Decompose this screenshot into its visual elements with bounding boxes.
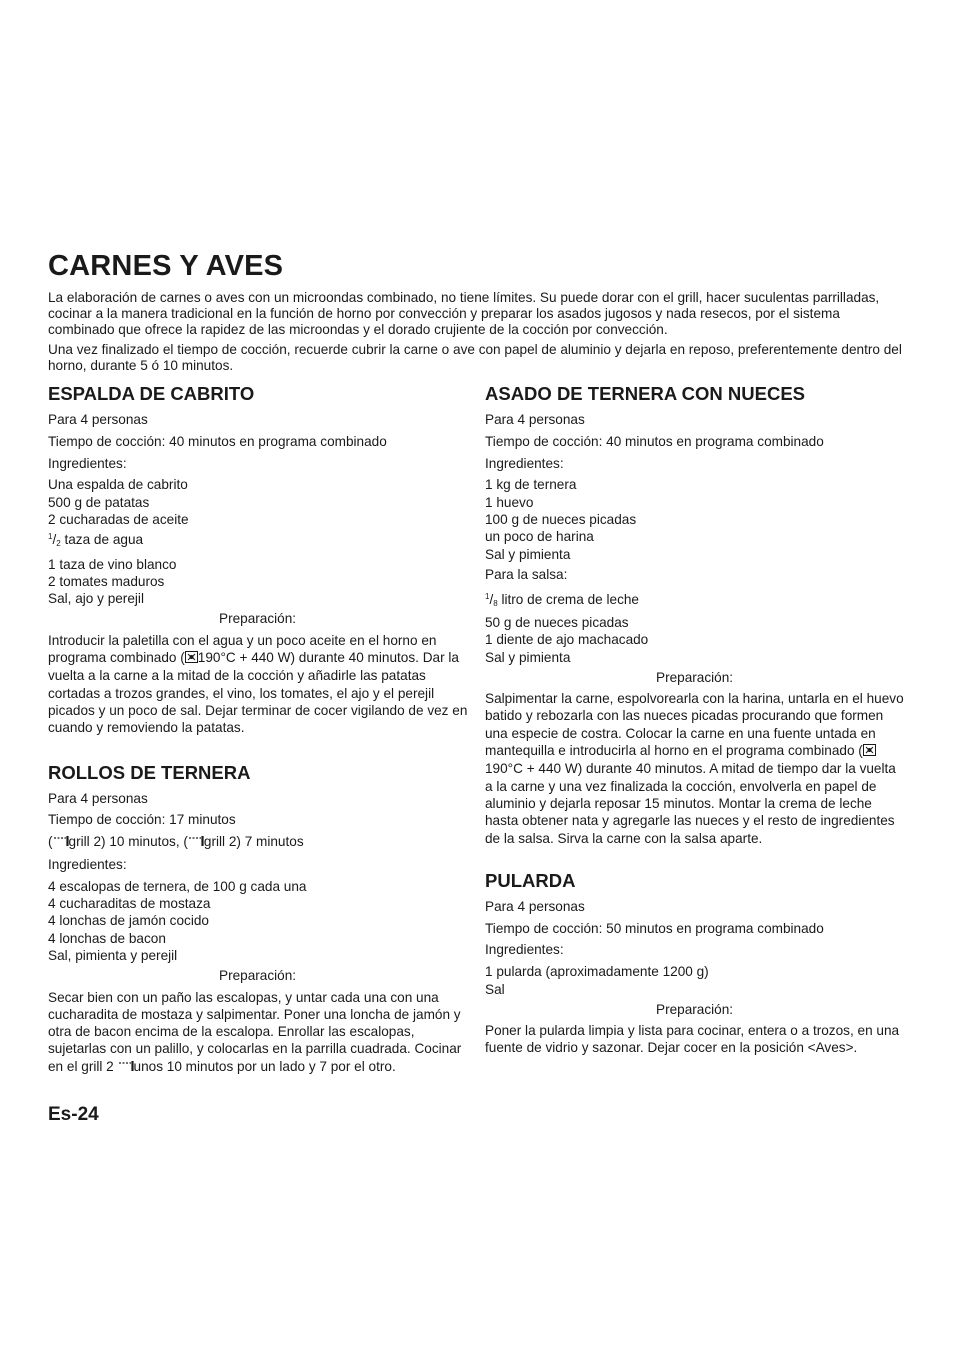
fraction-denominator: 2: [56, 539, 61, 549]
ingredient: 4 cucharaditas de mostaza: [48, 896, 211, 912]
ingredients-label: Ingredientes:: [485, 455, 564, 471]
ingredient: 1 pularda (aproximadamente 1200 g): [485, 964, 709, 980]
cooking-time: Tiempo de cocción: 40 minutos en programa combinado: [48, 433, 387, 449]
right-column: [485, 382, 907, 1057]
ingredient: Sal y pimienta: [485, 546, 571, 562]
ingredient: $^1/_2$ taza de agua: [48, 532, 144, 549]
fraction-numerator: 1: [48, 532, 53, 542]
ingredient: Sal, pimienta y perejil: [48, 947, 178, 963]
ingredient: 500 g de patatas: [48, 494, 150, 510]
ingredient: Sal, ajo y perejil: [48, 591, 144, 607]
ingredients-label: Ingredientes:: [485, 942, 564, 958]
preparation-text: Poner la pularda limpia y lista para cocinar, entera o a trozos, en una fuente de vidrio y sazonar. Dejar cocer en la posición <Aves>.: [485, 1023, 900, 1056]
grill-icon: [118, 1059, 134, 1076]
grill-settings: [48, 833, 470, 851]
ingredient: un poco de harina: [485, 529, 594, 545]
preparation-text: [485, 690, 907, 847]
ingredients-list: [48, 476, 470, 607]
ingredient-text: litro de crema de leche: [497, 591, 639, 607]
sauce-label: Para la salsa:: [485, 566, 568, 582]
grill-text: grill 2) 10 minutos, (: [68, 834, 188, 850]
recipe-title: ROLLOS DE TERNERA: [48, 761, 251, 783]
ingredient: $^1/_8$ litro de crema de leche: [485, 591, 639, 608]
fraction-numerator: 1: [485, 591, 490, 601]
preparation-text-part: 190°C + 440 W) durante 40 minutos. Dar la vuelta a la carne a la mitad de la cocción y añadirle las patatas cortadas a trozos grandes, el vino, los tomates, el ajo y el perejil picados y un poco de sal. Dejar terminar de cocer vigilando de vez en cuando y removiendo la patatas.: [48, 650, 468, 736]
recipe-espalda-de-cabrito: [48, 382, 470, 737]
persons: Para 4 personas: [485, 898, 585, 914]
preparation-label: Preparación:: [656, 669, 734, 685]
ingredient: 50 g de nueces picadas: [485, 614, 629, 630]
ingredient: 100 g de nueces picadas: [485, 511, 637, 527]
grill-text: grill 2) 7 minutos: [203, 834, 304, 850]
fraction-denominator: 8: [493, 598, 498, 608]
grill-icon: [53, 834, 69, 851]
convection-fan-icon: [185, 650, 198, 667]
preparation-text: [48, 989, 470, 1076]
ingredients-list: [485, 476, 907, 562]
ingredient: 2 cucharadas de aceite: [48, 511, 189, 527]
ingredient: Una espalda de cabrito: [48, 477, 188, 493]
preparation-text-part: Salpimentar la carne, espolvorearla con la harina, untarla en el huevo batido y rebozarla con las nueces picadas procurando que formen una especie de costra. Colocar la carne en una fuente untada en mantequilla e introducirla al horno en el programa combinado (: [485, 691, 904, 759]
ingredients-label: Ingredientes:: [48, 455, 127, 471]
cooking-time: Tiempo de cocción: 40 minutos en programa combinado: [485, 433, 824, 449]
intro-paragraph: La elaboración de carnes o aves con un microondas combinado, no tiene límites. Su puede dorar con el grill, hacer suculentas parrilladas, cocinar a la manera tradicional en la función de horno por convección y preparar los asados jugosos y nada resecos, por el sistema combinado que ofrece la rapidez de las microondas y el dorado crujiente de la cocción por convección.: [48, 290, 880, 337]
ingredient: 1 taza de vino blanco: [48, 556, 177, 572]
preparation-label: Preparación:: [656, 1001, 734, 1017]
sauce-list: [485, 588, 907, 666]
intro: [48, 290, 910, 378]
recipe-asado-de-ternera: [485, 382, 907, 847]
ingredient: Sal y pimienta: [485, 649, 571, 665]
cooking-time: Tiempo de cocción: 17 minutos: [48, 812, 236, 828]
recipe-title: ESPALDA DE CABRITO: [48, 383, 255, 404]
ingredients-label: Ingredientes:: [48, 856, 127, 872]
recipe-rollos-de-ternera: [48, 761, 470, 1076]
grill-icon: [188, 834, 204, 851]
ingredient: 2 tomates maduros: [48, 573, 165, 589]
preparation-text-part: Introducir la paletilla con el agua y un poco aceite en el horno en programa combinado (: [48, 632, 437, 666]
convection-fan-icon: [863, 743, 876, 760]
persons: Para 4 personas: [485, 412, 585, 427]
left-column: [48, 382, 470, 1076]
page-title: CARNES Y AVES: [48, 250, 284, 282]
grill-text: (: [48, 834, 53, 850]
page-number: Es-24: [48, 1104, 99, 1125]
recipe-pularda: [485, 869, 907, 1057]
preparation-label: Preparación:: [219, 611, 297, 627]
ingredient: 4 lonchas de bacon: [48, 930, 166, 946]
preparation-text-part: 190°C + 440 W) durante 40 minutos. A mitad de tiempo dar la vuelta a la carne y una vez finalizada la cocción, envolverla en papel de aluminio y dejarla reposar 15 minutos. Montar la crema de leche hasta obtener nata y agregarle las nueces y el resto de ingredientes de la salsa. Sirva la carne con la salsa aparte.: [485, 761, 896, 846]
ingredients-list: [48, 878, 470, 964]
ingredients-list: [485, 963, 907, 998]
preparation-text: [48, 632, 470, 737]
cooking-time: Tiempo de cocción: 50 minutos en programa combinado: [485, 920, 824, 936]
ingredient: 1 huevo: [485, 494, 534, 510]
recipe-title: PULARDA: [485, 869, 576, 891]
ingredient-text: taza de agua: [60, 532, 144, 548]
intro-paragraph: Una vez finalizado el tiempo de cocción, recuerde cubrir la carne o ave con papel de aluminio y dejarla en reposo, preferentemente dentro del horno, durante 5 ó 10 minutos.: [48, 342, 902, 373]
preparation-label: Preparación:: [219, 968, 297, 984]
ingredient: 4 escalopas de ternera, de 100 g cada una: [48, 878, 307, 894]
ingredient: 1 kg de ternera: [485, 477, 577, 493]
ingredient: 4 lonchas de jamón cocido: [48, 913, 209, 929]
recipe-title: ASADO DE TERNERA CON NUECES: [485, 383, 806, 404]
preparation-text-part: Secar bien con un paño las escalopas, y untar cada una con una cucharadita de mostaza y salpimentar. Poner una loncha de jamón y otra de bacon encima de la escalopa. Enrollar las escalopas, sujetarlas con un palillo, y colocarlas en la parrilla cuadrada. Cocinar en el grill 2: [48, 989, 462, 1074]
preparation-text-part: unos 10 minutos por un lado y 7 por el otro.: [133, 1058, 396, 1074]
ingredient: Sal: [485, 981, 505, 997]
ingredient: 1 diente de ajo machacado: [485, 632, 649, 648]
persons: Para 4 personas: [48, 412, 148, 427]
persons: Para 4 personas: [48, 790, 148, 806]
